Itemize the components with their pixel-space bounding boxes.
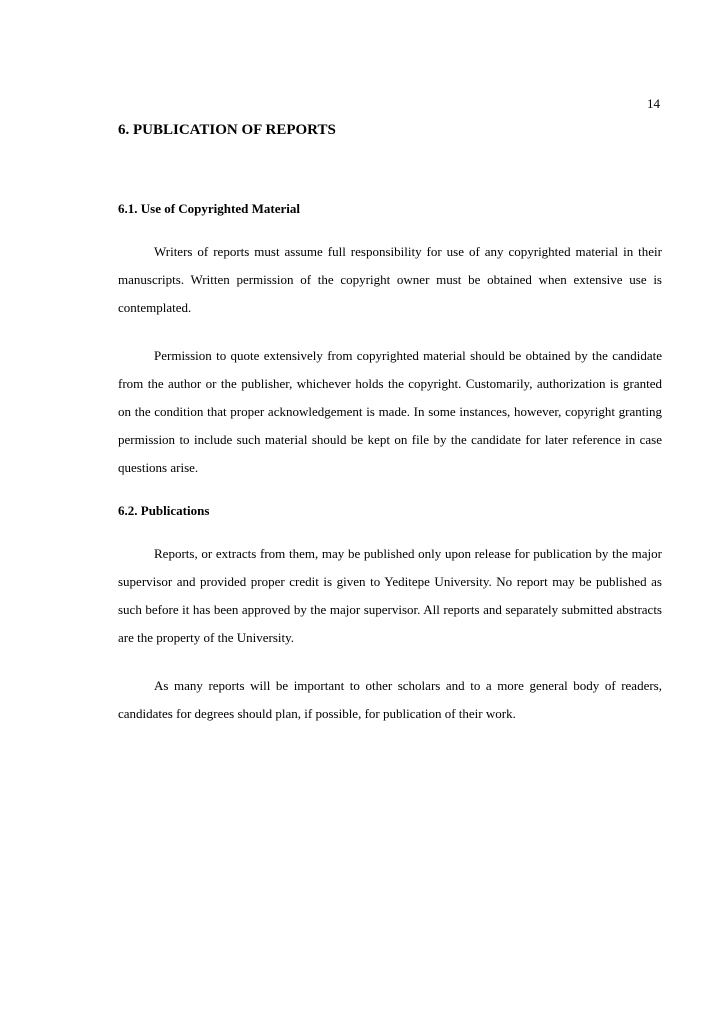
paragraph: Reports, or extracts from them, may be published only upon release for publication by the major supervisor and provided proper credit is given to Yeditepe University. No report may be published as such before it has been approved by the major supervisor. All reports and separately submitted abstracts are the property of the University. xyxy=(118,546,662,645)
paragraph: As many reports will be important to other scholars and to a more general body of readers, candidates for degrees should plan, if possible, for publication of their work. xyxy=(118,678,662,721)
section-publications xyxy=(118,502,662,728)
section-copyrighted-material xyxy=(118,200,662,482)
page-content xyxy=(118,120,662,728)
paragraph: Writers of reports must assume full responsibility for use of any copyrighted material in their manuscripts. Written permission of the copyright owner must be obtained when extensive use is contemplated. xyxy=(118,244,662,315)
section-heading: 6.1. Use of Copyrighted Material xyxy=(118,201,300,216)
paragraph: Permission to quote extensively from copyrighted material should be obtained by the candidate from the author or the publisher, whichever holds the copyright. Customarily, authorization is granted on the condition that proper acknowledgement is made. In some instances, however, copyright granting permission to include such material should be kept on file by the candidate for later reference in case questions arise. xyxy=(118,348,662,475)
chapter-title: 6. PUBLICATION OF REPORTS xyxy=(118,122,336,138)
page-number: 14 xyxy=(647,96,660,111)
section-heading: 6.2. Publications xyxy=(118,503,210,518)
